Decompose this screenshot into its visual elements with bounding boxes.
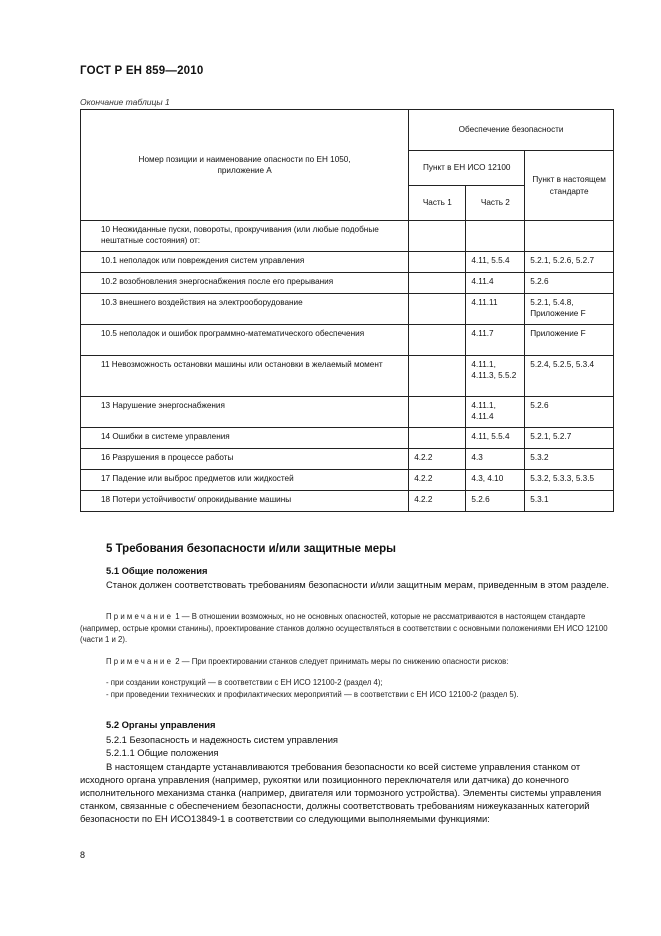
standard-cell: 5.3.1 (525, 491, 614, 512)
col-part2-header: Часть 2 (466, 186, 525, 221)
part2-cell: 4.3 (466, 449, 525, 470)
part2-cell: 4.11.1, 4.11.3, 5.5.2 (466, 356, 525, 397)
table-row (81, 428, 614, 449)
table-row (81, 470, 614, 491)
table-row (81, 397, 614, 428)
section-5-2-title: 5.2 Органы управления (106, 719, 216, 730)
hazard-name: 10 Неожиданные пуски, повороты, прокручивания (или любые подобные нештатные состояния) от: (81, 221, 409, 252)
note-2-item-1: - при создании конструкций — в соответствии с ЕН ИСО 12100-2 (раздел 4); (106, 678, 383, 687)
standard-cell: 5.3.2 (525, 449, 614, 470)
page-number: 8 (80, 850, 86, 860)
standard-cell: 5.3.2, 5.3.3, 5.3.5 (525, 470, 614, 491)
note-2-item-2: - при проведении технических и профилактических мероприятий — в соответствии с ЕН ИСО 12100-2 (раздел 5). (106, 690, 519, 699)
hazard-name: 14 Ошибки в системе управления (81, 428, 409, 449)
part1-cell (409, 428, 466, 449)
hazard-name: 10.2 возобновления энергоснабжения после его прерывания (81, 273, 409, 294)
part2-cell: 4.3, 4.10 (466, 470, 525, 491)
hazard-name: 10.1 неполадок или повреждения систем управления (81, 252, 409, 273)
part1-cell (409, 273, 466, 294)
part2-cell: 4.11.1, 4.11.4 (466, 397, 525, 428)
standard-cell: 5.2.1, 5.2.7 (525, 428, 614, 449)
table-row (81, 252, 614, 273)
standard-cell: Приложение F (525, 325, 614, 356)
hazard-name: 17 Падение или выброс предметов или жидкостей (81, 470, 409, 491)
note-1-text: 1 — В отношении возможных, но не основных опасностей, которые не рассматриваются в настоящем стандарте (например, острые кромки станины), проектирование станков должно осуществляться в соответствии с основными положениями ЕН ИСО 12100 (части 1 и 2). (80, 612, 608, 644)
standard-cell: 5.2.6 (525, 397, 614, 428)
standard-cell: 5.2.4, 5.2.5, 5.3.4 (525, 356, 614, 397)
standard-cell: 5.2.6 (525, 273, 614, 294)
table-header-row (81, 110, 614, 151)
hazard-name: 11 Невозможность остановки машины или остановки в желаемый момент (81, 356, 409, 397)
part1-cell (409, 356, 466, 397)
part2-cell: 4.11.11 (466, 294, 525, 325)
col-hazard-header: Номер позиции и наименование опасности по ЕН 1050, приложение А (81, 110, 409, 221)
note-2-text: 2 — При проектировании станков следует принимать меры по снижению опасности рисков: (173, 657, 509, 666)
part1-cell (409, 294, 466, 325)
section-5-2-1-1-title: 5.2.1.1 Общие положения (106, 747, 219, 758)
part1-cell (409, 397, 466, 428)
part1-cell (409, 252, 466, 273)
standard-cell: 5.2.1, 5.2.6, 5.2.7 (525, 252, 614, 273)
table-caption: Окончание таблицы 1 (80, 97, 170, 107)
section-5-1-title: 5.1 Общие положения (106, 565, 208, 576)
table-row (81, 273, 614, 294)
part2-cell: 4.11, 5.5.4 (466, 428, 525, 449)
part1-cell (409, 325, 466, 356)
part2-cell: 4.11, 5.5.4 (466, 252, 525, 273)
part1-cell (409, 221, 466, 252)
table-row (81, 491, 614, 512)
col-standard-header: Пункт в настоящем стандарте (525, 151, 614, 221)
standard-cell (525, 221, 614, 252)
part2-cell: 5.2.6 (466, 491, 525, 512)
table-row (81, 356, 614, 397)
note-1-label: Примечание (106, 612, 174, 621)
hazard-name: 16 Разрушения в процессе работы (81, 449, 409, 470)
table-row (81, 294, 614, 325)
note-1 (80, 611, 614, 646)
hazard-name: 10.5 неполадок и ошибок программно-математического обеспечения (81, 325, 409, 356)
col-safety-header: Обеспечение безопасности (409, 110, 614, 151)
hazard-name: 18 Потери устойчивости/ опрокидывание машины (81, 491, 409, 512)
hazard-name: 10.3 внешнего воздействия на электрооборудование (81, 294, 409, 325)
table-row (81, 325, 614, 356)
part2-cell: 4.11.7 (466, 325, 525, 356)
section-5-2-1-1-body: В настоящем стандарте устанавливаются требования безопасности ко всей системе управления станком от исходного органа управления (например, рукоятки или позиционного переключателя или датчика) до конечного исполнительного механизма станка (например, двигателя или тормозного устройства). Элементы системы управления станком, связанные с обеспечением безопасности, должны соответствовать требованиям нижеуказанных категорий безопасности по ЕН ИСО13849-1 в соответствии со следующими выполняемыми функциями: (80, 761, 602, 824)
note-2-label: Примечание (106, 657, 174, 666)
part1-cell: 4.2.2 (409, 449, 466, 470)
document-header: ГОСТ Р ЕН 859—2010 (80, 65, 204, 77)
table-row (81, 221, 614, 252)
col-part1-header: Часть 1 (409, 186, 466, 221)
part1-cell: 4.2.2 (409, 491, 466, 512)
hazard-name: 13 Нарушение энергоснабжения (81, 397, 409, 428)
part2-cell (466, 221, 525, 252)
part2-cell: 4.11.4 (466, 273, 525, 294)
col-iso-header: Пункт в ЕН ИСО 12100 (409, 151, 525, 186)
part1-cell: 4.2.2 (409, 470, 466, 491)
standard-cell: 5.2.1, 5.4.8, Приложение F (525, 294, 614, 325)
section-5-1-text: Станок должен соответствовать требованиям безопасности и/или защитным мерам, приведенным в этом разделе. (106, 579, 609, 590)
section-5-title: 5 Требования безопасности и/или защитные меры (106, 543, 396, 555)
hazards-table (80, 109, 614, 512)
section-5-2-1-title: 5.2.1 Безопасность и надежность систем управления (106, 734, 339, 745)
table-row (81, 449, 614, 470)
note-2 (80, 656, 614, 668)
